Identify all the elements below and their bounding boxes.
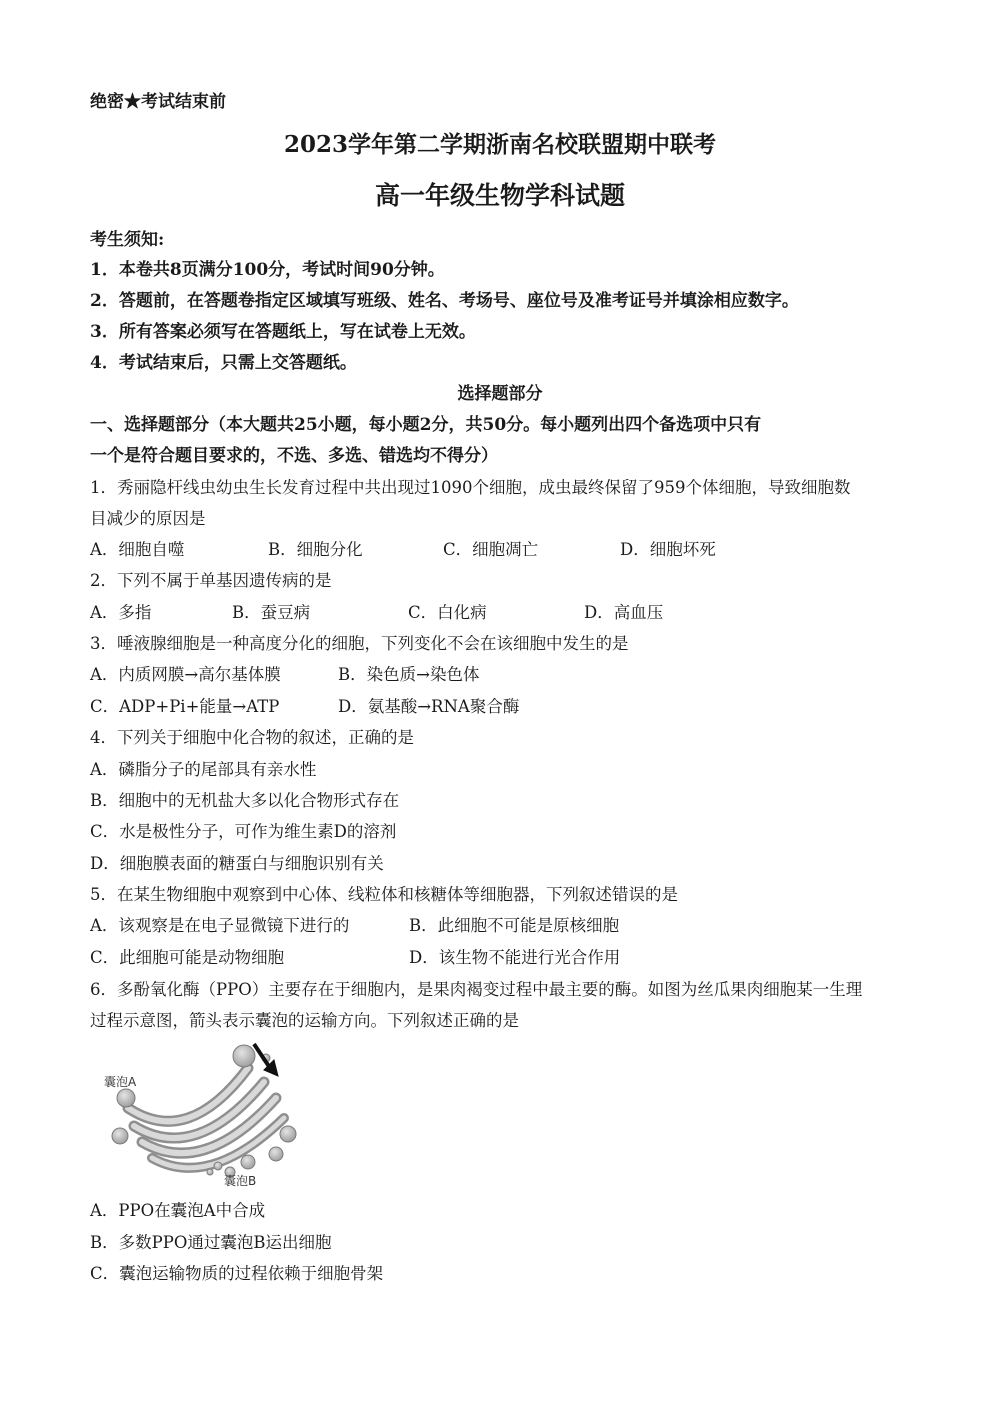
section-intro-line-1: 一、选择题部分（本大题共25小题，每小题2分，共50分。每小题列出四个备选项中只有 xyxy=(90,415,762,435)
q5-option-a: A．该观察是在电子显微镜下进行的 xyxy=(90,916,350,935)
q1-option-b: B．细胞分化 xyxy=(268,540,363,559)
q6-option-b: B．多数PPO通过囊泡B运出细胞 xyxy=(90,1233,332,1252)
q2-option-a: A．多指 xyxy=(90,603,152,622)
confidential-mark: 绝密★考试结束前 xyxy=(90,92,226,112)
q2-option-c: C．白化病 xyxy=(408,603,487,622)
golgi-diagram xyxy=(98,1038,298,1188)
q1-stem-line-2: 目减少的原因是 xyxy=(90,509,206,528)
q5-option-b: B．此细胞不可能是原核细胞 xyxy=(409,916,620,935)
q6-stem-line-1: 6．多酚氧化酶（PPO）主要存在于细胞内，是果肉褐变过程中最主要的酶。如图为丝瓜果肉细胞某一生理 xyxy=(90,980,863,999)
section-intro-line-2: 一个是符合题目要求的，不选、多选、错选均不得分） xyxy=(90,446,498,466)
transport-arrow-icon xyxy=(254,1044,278,1076)
q2-stem: 2．下列不属于单基因遗传病的是 xyxy=(90,571,332,590)
golgi-cisternae xyxy=(128,1068,284,1168)
q5-option-c: C．此细胞可能是动物细胞 xyxy=(90,948,285,967)
q5-option-d: D．该生物不能进行光合作用 xyxy=(409,948,621,967)
q6-option-c: C．囊泡运输物质的过程依赖于细胞骨架 xyxy=(90,1264,384,1283)
q6-stem-line-2: 过程示意图，箭头表示囊泡的运输方向。下列叙述正确的是 xyxy=(90,1011,519,1030)
notice-item-4: 4．考试结束后，只需上交答题纸。 xyxy=(90,353,357,373)
q3-option-a: A．内质网膜→高尔基体膜 xyxy=(90,665,281,684)
q4-option-c: C．水是极性分子，可作为维生素D的溶剂 xyxy=(90,822,397,841)
q1-option-c: C．细胞凋亡 xyxy=(443,540,539,559)
q3-option-c: C．ADP+Pi+能量→ATP xyxy=(90,697,280,716)
exam-subtitle: 高一年级生物学科试题 xyxy=(374,181,625,210)
notice-heading: 考生须知: xyxy=(90,230,165,250)
q2-option-b: B．蚕豆病 xyxy=(232,603,311,622)
vesicle-a-label: 囊泡A xyxy=(104,1075,137,1089)
q4-option-b: B．细胞中的无机盐大多以化合物形式存在 xyxy=(90,791,400,810)
notice-item-3: 3．所有答案必须写在答题纸上，写在试卷上无效。 xyxy=(90,322,476,342)
notice-item-2: 2．答题前，在答题卷指定区域填写班级、姓名、考场号、座位号及准考证号并填涂相应数字。 xyxy=(90,291,799,311)
q3-option-b: B．染色质→染色体 xyxy=(338,665,480,684)
q1-option-d: D．细胞坏死 xyxy=(620,540,716,559)
q5-stem: 5．在某生物细胞中观察到中心体、线粒体和核糖体等细胞器，下列叙述错误的是 xyxy=(90,885,678,904)
exam-title: 2023学年第二学期浙南名校联盟期中联考 xyxy=(283,131,716,158)
q1-option-a: A．细胞自噬 xyxy=(90,540,185,559)
vesicle-b-label: 囊泡B xyxy=(224,1174,257,1188)
q4-option-d: D．细胞膜表面的糖蛋白与细胞识别有关 xyxy=(90,854,384,873)
q4-stem: 4．下列关于细胞中化合物的叙述，正确的是 xyxy=(90,728,414,747)
q6-option-a: A．PPO在囊泡A中合成 xyxy=(90,1201,266,1220)
section-title: 选择题部分 xyxy=(457,384,543,404)
q4-option-a: A．磷脂分子的尾部具有亲水性 xyxy=(90,760,317,779)
q3-option-d: D．氨基酸→RNA聚合酶 xyxy=(338,697,520,716)
notice-item-1: 1．本卷共8页满分100分，考试时间90分钟。 xyxy=(90,260,445,280)
q2-option-d: D．高血压 xyxy=(584,603,664,622)
q3-stem: 3．唾液腺细胞是一种高度分化的细胞，下列变化不会在该细胞中发生的是 xyxy=(90,634,629,653)
q1-stem-line-1: 1．秀丽隐杆线虫幼虫生长发育过程中共出现过1090个细胞，成虫最终保留了959个体细胞，导致细胞数 xyxy=(90,478,851,497)
